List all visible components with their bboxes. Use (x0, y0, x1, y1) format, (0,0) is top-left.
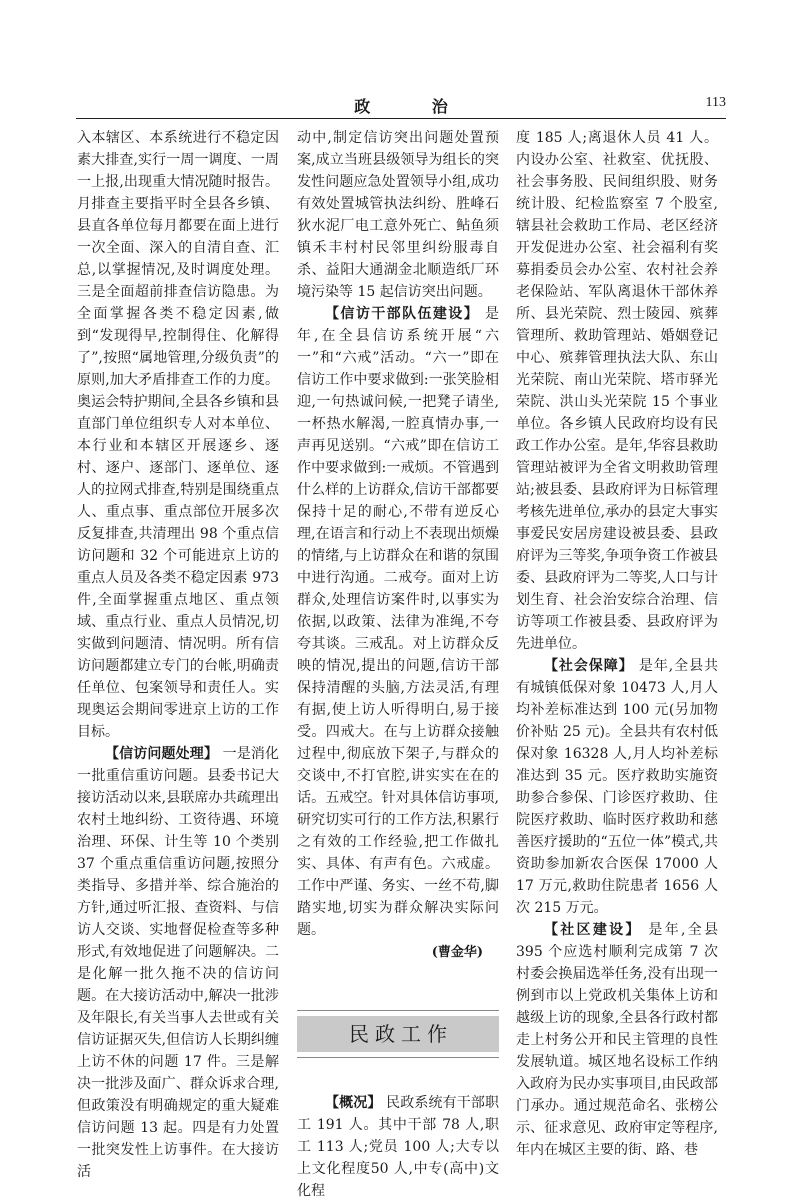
subheading: 【社会保障】 (544, 658, 634, 674)
paragraph-social-security (516, 655, 718, 919)
paragraph-overview (297, 1092, 499, 1202)
text-column-3 (516, 127, 718, 1158)
paragraph-text: 是年,全县 395 个应选村顺利完成第 7 次村委会换届选举任务,没有出现一例到市以上党政机关集体上访和越级上访的现象,全县各行政村都走上村务公开和民主管理的良性发展轨道。城区地名设标工作纳入政府为民办实事项目,由民政部门承办。通过规范命名、张榜公示、征求意见、政府审定等程序,年内在城区主要的街、路、巷 (516, 922, 718, 1158)
paragraph: 动中,制定信访突出问题处置预案,成立当班县级领导为组长的突发性问题应急处置领导小组,成功有效处置城管执法纠纷、胜峰石狄水泥厂电工意外死亡、鲇鱼须镇禾丰村村民邻里纠纷服毒自杀、益阳大通湖金北顺造纸厂环境污染等 15 起信访突出问题。 (297, 130, 499, 300)
paragraph-community (516, 919, 718, 1161)
section-banner-title: 民政工作 (297, 1016, 499, 1052)
text-column-2 (297, 127, 500, 1199)
paragraph: 度 185 人;离退休人员 41 人。内设办公室、社救室、优抚股、社会事务股、民间组织股、财务统计股、纪检监察室 7 个股室,辖县社会救助工作局、老区经济开发促进办公室、社会福利有奖募捐委员会办公室、农村社会养老保险站、军队离退休干部休养所、县光荣院、烈士陵园、殡葬管理所、救助管理站、婚姻登记中心、殡葬管理执法大队、东山光荣院、南山光荣院、塔市驿光荣院、洪山头光荣院 15 个事业单位。各乡镇人民政府均设有民政工作办公室。是年,华容县救助管理站被评为全省文明救助管理站;被县委、县政府评为日标管理考核先进单位,承办的县定大事实事爱民安居房建设被县委、县政府评为三等奖,争项争资工作被县委、县政府评为二等奖,人口与计划生育、社会治安综合治理、信访等项工作被县委、县政府评为先进单位。 (516, 130, 718, 652)
section-banner (297, 1010, 499, 1058)
subheading: 【社区建设】 (544, 922, 642, 938)
author-credit: (曹金华) (431, 945, 483, 960)
text-column-1 (77, 127, 279, 1180)
section-title: 政 治 (354, 97, 476, 116)
paragraph-text: 是年,全县共有城镇低保对象 10473 人,月人均补差标准达到 100 元(另加物价补贴 25 元)。全县共有农村低保对象 16328 人,月人均补差标准达到 35 元。医疗救助实施资助参合参保、门诊医疗救助、住院医疗救助、临时医疗救助和慈善医疗援助的“五位一体”模式,共资助参加新农合医保 17000 人 17 万元,救助住院患者 1656 人次 215 万元。 (516, 658, 718, 916)
paragraph-text: 一是消化一批重信重访问题。县委书记大接访活动以来,县联席办共疏理出农村土地纠纷、工资待遇、环境治理、环保、计生等 10 个类别 37 个重点重信重访问题,按照分类指导、多措并举、综合施治的方针,通过听汇报、查资料、与信访人交谈、实地督促检查等多种形式,有效地促进了问题解决。二是化解一批久拖不决的信访问题。在大接访活动中,解决一批涉及年限长,有关当事人去世或有关信访证据灭失,但信访人长期纠缠上访不休的问题 17 件。三是解决一批涉及面广、群众诉求合理,但政策没有明确规定的重大疑难信访问题 13 起。四是有力处置一批突发性上访事件。在大接访活 (77, 746, 279, 1180)
paragraph-cadre-team (297, 303, 499, 941)
running-header (76, 92, 726, 119)
paragraph-text: 民政系统有干部职工 191 人。其中干部 78 人,职工 113 人;党员 100 人;大专以上文化程度50 人,中专(高中)文化程 (297, 1095, 499, 1199)
paragraph-petition-handling (77, 743, 279, 1183)
page-number: 113 (705, 95, 726, 110)
subheading: 【信访干部队伍建设】 (325, 306, 480, 322)
subheading: 【概况】 (325, 1095, 382, 1111)
paragraph: 入本辖区、本系统进行不稳定因素大排查,实行一周一调度、一周一上报,出现重大情况随时报告。月排查主要指平时全县各乡镇、县直各单位每月都要在面上进行一次全面、深入的自清自查、汇总,以掌握情况,及时调度处理。三是全面超前排查信访隐患。为全面掌握各类不稳定因素,做到“发现得早,控制得住、化解得了”,按照“属地管理,分级负责”的原则,加大矛盾排查工作的力度。奥运会特护期间,全县各乡镇和县直部门单位组织专人对本单位、本行业和本辖区开展逐乡、逐村、逐户、逐部门、逐单位、逐人的拉网式排查,特别是围绕重点人、重点事、重点部位开展多次反复排查,共清理出 98 个重点信访问题和 32 个可能进京上访的重点人员及各类不稳定因素 973 件,全面掌握重点地区、重点领域、重点行业、重点人员情况,切实做到问题清、情况明。所有信访问题都建立专门的台帐,明确责任单位、包案领导和责任人。实现奥运会期间零进京上访的工作目标。 (77, 130, 279, 740)
paragraph-text: 是年,在全县信访系统开展“六一”和“六戒”活动。“六一”即在信访工作中要求做到:一张笑脸相迎,一句热诚问候,一把凳子请坐,一杯热水解渴,一腔真情办事,一声再见送别。“六戒”即在信访工作中要求做到:一戒烦。不管遇到什么样的上访群众,信访干部都要保持十足的耐心,不带有逆反心理,在语言和行动上不表现出烦燥的情绪,与上访群众在和谐的氛围中进行沟通。二戒夸。面对上访群众,处理信访案件时,以事实为依据,以政策、法律为准绳,不夸夸其谈。三戒乱。对上访群众反映的情况,提出的问题,信访干部保持清醒的头脑,方法灵活,有理有据,使上访人听得明白,易于接受。四戒大。在与上访群众接触过程中,彻底放下架子,与群众的交谈中,不打官腔,讲实实在在的话。五戒空。针对具体信访事项,研究切实可行的工作方法,积累行之有效的工作经验,把工作做扎实、具体、有声有色。六戒虚。工作中严谨、务实、一丝不苟,脚踏实地,切实为群众解决实际问题。 (297, 306, 500, 938)
subheading: 【信访问题处理】 (105, 746, 219, 762)
